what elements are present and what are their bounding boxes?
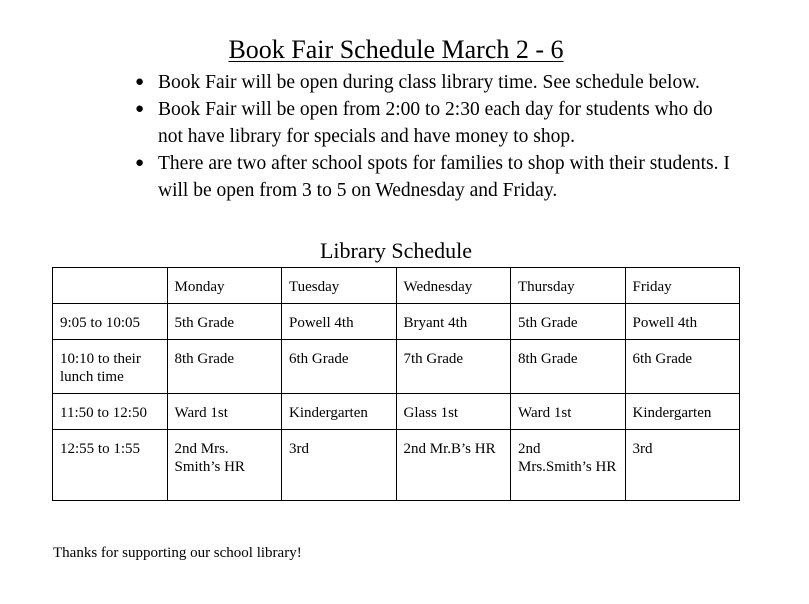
table-cell: 6th Grade bbox=[282, 340, 397, 394]
table-cell: 5th Grade bbox=[511, 304, 626, 340]
table-cell: Kindergarten bbox=[625, 394, 740, 430]
table-header-row bbox=[53, 268, 740, 304]
schedule-heading: Library Schedule bbox=[319, 238, 473, 263]
table-cell: 8th Grade bbox=[167, 340, 282, 394]
bullet-item bbox=[135, 150, 735, 204]
time-slot-cell: 11:50 to 12:50 bbox=[53, 394, 168, 430]
table-cell: 6th Grade bbox=[625, 340, 740, 394]
table-cell: Glass 1st bbox=[396, 394, 511, 430]
footer-note: Thanks for supporting our school library! bbox=[53, 545, 302, 561]
bullet-item bbox=[135, 69, 735, 96]
time-slot-cell: 12:55 to 1:55 bbox=[53, 430, 168, 501]
table-header-cell: Monday bbox=[167, 268, 282, 304]
table-cell: 2nd Mrs.Smith’s HR bbox=[511, 430, 626, 501]
table-header-cell: Tuesday bbox=[282, 268, 397, 304]
table-cell: 5th Grade bbox=[167, 304, 282, 340]
bullet-text: Book Fair will be open during class library time. See schedule below. bbox=[158, 72, 700, 93]
table-cell: Ward 1st bbox=[167, 394, 282, 430]
bullet-dot-icon: ● bbox=[135, 155, 145, 171]
bullet-text: Book Fair will be open from 2:00 to 2:30 each day for students who do not have library for specials and have money to shop. bbox=[158, 99, 713, 147]
bullet-dot-icon: ● bbox=[135, 101, 145, 117]
table-cell: 3rd bbox=[625, 430, 740, 501]
time-slot-cell: 9:05 to 10:05 bbox=[53, 304, 168, 340]
table-header-cell: Friday bbox=[625, 268, 740, 304]
table-row bbox=[53, 340, 740, 394]
table-cell: Ward 1st bbox=[511, 394, 626, 430]
bullet-text: There are two after school spots for families to shop with their students. I will be open from 3 to 5 on Wednesday and Friday. bbox=[158, 153, 730, 201]
table-header-cell: Thursday bbox=[511, 268, 626, 304]
page-title: Book Fair Schedule March 2 - 6 bbox=[228, 35, 564, 64]
bullet-item bbox=[135, 96, 735, 150]
table-cell: Powell 4th bbox=[282, 304, 397, 340]
table-row bbox=[53, 430, 740, 501]
table-cell: 3rd bbox=[282, 430, 397, 501]
table-cell: Powell 4th bbox=[625, 304, 740, 340]
time-slot-cell: 10:10 to their lunch time bbox=[53, 340, 168, 394]
table-cell: 8th Grade bbox=[511, 340, 626, 394]
library-schedule-table bbox=[52, 267, 740, 501]
info-bullet-list bbox=[135, 69, 735, 204]
table-row bbox=[53, 304, 740, 340]
table-cell: 2nd Mrs. Smith’s HR bbox=[167, 430, 282, 501]
table-header-cell bbox=[53, 268, 168, 304]
table-cell: Kindergarten bbox=[282, 394, 397, 430]
table-row bbox=[53, 394, 740, 430]
table-header-cell: Wednesday bbox=[396, 268, 511, 304]
table-cell: 2nd Mr.B’s HR bbox=[396, 430, 511, 501]
bullet-dot-icon: ● bbox=[135, 74, 145, 90]
table-cell: 7th Grade bbox=[396, 340, 511, 394]
table-cell: Bryant 4th bbox=[396, 304, 511, 340]
